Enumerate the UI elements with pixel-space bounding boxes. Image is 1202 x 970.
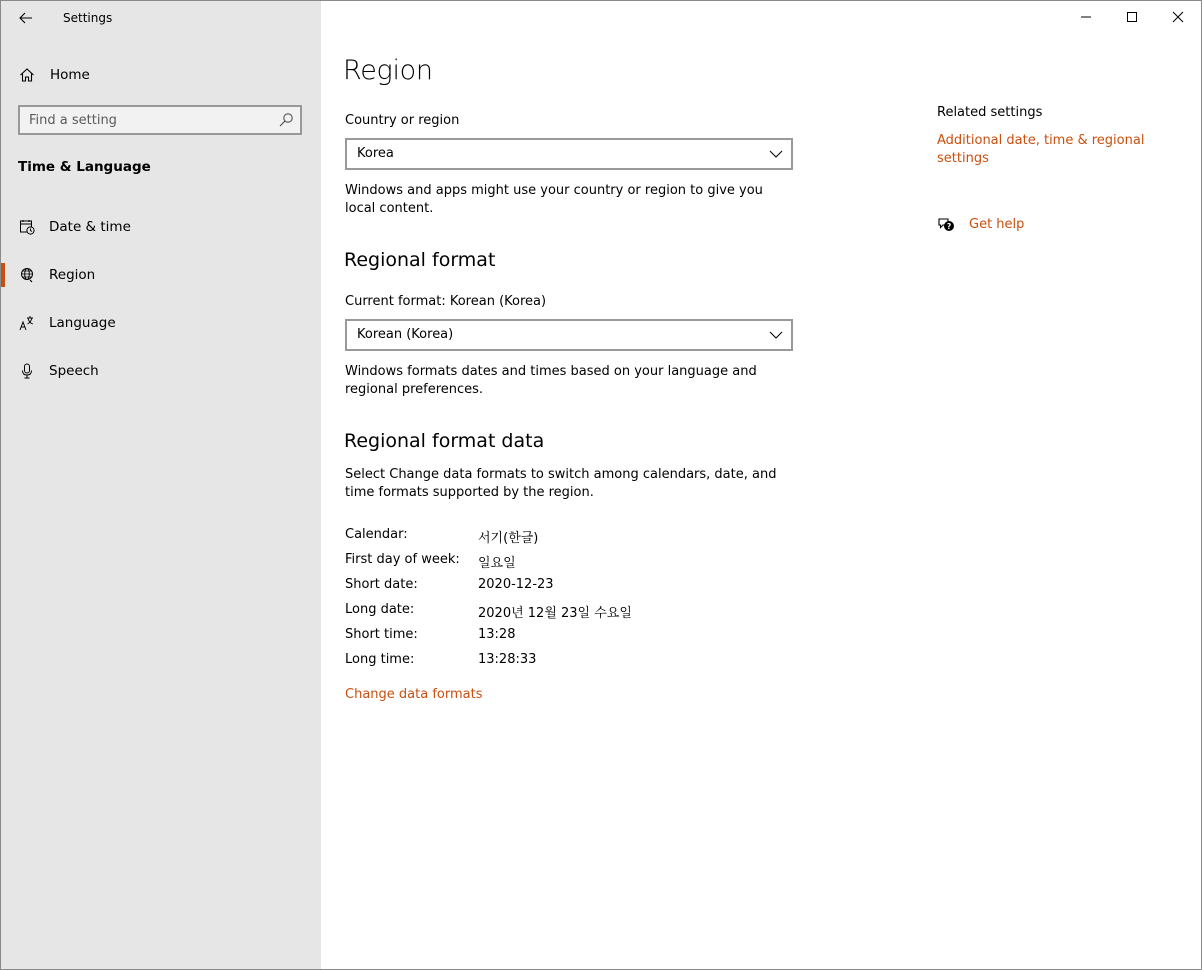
search-icon[interactable]: [278, 112, 294, 128]
microphone-icon: [18, 362, 36, 380]
country-label: Country or region: [345, 113, 460, 128]
app-title: Settings: [63, 11, 113, 25]
minimize-icon: [1080, 11, 1092, 23]
sidebar-item-date-time[interactable]: [1, 207, 321, 247]
format-key: Long date:: [345, 602, 415, 617]
format-value: 13:28: [478, 627, 516, 642]
format-data-description: Select Change data formats to switch among calendars, date, and time formats supported by the region.: [345, 467, 777, 500]
country-description: Windows and apps might use your country or region to give you local content.: [345, 183, 763, 216]
regional-format-description: Windows formats dates and times based on your language and regional preferences.: [345, 364, 757, 397]
related-settings-title: Related settings: [937, 105, 1043, 120]
search-box[interactable]: [18, 105, 302, 135]
close-icon: [1172, 11, 1184, 23]
change-data-formats-link[interactable]: Change data formats: [345, 687, 483, 702]
sidebar-item-label: Date & time: [49, 219, 131, 235]
back-arrow-icon: [19, 12, 33, 24]
sidebar-item-region[interactable]: [1, 255, 321, 295]
section-heading: Time & Language: [18, 159, 151, 175]
sidebar-item-label: Home: [50, 67, 90, 83]
chevron-down-icon: [769, 148, 783, 160]
maximize-icon: [1126, 11, 1138, 23]
sidebar-item-label: Speech: [49, 363, 99, 379]
format-data-heading: Regional format data: [344, 430, 545, 452]
format-key: Long time:: [345, 652, 415, 667]
home-icon: [18, 66, 36, 84]
sidebar-item-home[interactable]: [1, 59, 321, 91]
current-format-label: Current format: Korean (Korea): [345, 294, 547, 309]
search-input[interactable]: [29, 111, 269, 129]
country-value: Korea: [357, 146, 394, 161]
sidebar-item-label: Language: [49, 315, 116, 331]
format-value: 13:28:33: [478, 652, 537, 667]
sidebar-item-language[interactable]: [1, 303, 321, 343]
format-value: 일요일: [478, 556, 516, 571]
sidebar: [1, 1, 321, 969]
minimize-button[interactable]: [1063, 1, 1109, 33]
format-value: 2020년 12월 23일 수요일: [478, 606, 632, 621]
format-value: 2020-12-23: [478, 577, 554, 592]
format-key: Calendar:: [345, 527, 408, 542]
help-chat-icon: [937, 216, 955, 234]
format-key: Short time:: [345, 627, 418, 642]
sidebar-item-label: Region: [49, 267, 96, 283]
svg-text:?: ?: [946, 222, 952, 231]
page-title: Region: [343, 55, 433, 86]
format-key: Short date:: [345, 577, 418, 592]
additional-settings-link[interactable]: Additional date, time & regional settings: [937, 133, 1145, 166]
regional-format-dropdown[interactable]: [345, 319, 793, 351]
chevron-down-icon: [769, 329, 783, 341]
country-dropdown[interactable]: [345, 138, 793, 170]
back-button[interactable]: [13, 7, 39, 29]
main-content: [321, 1, 1201, 969]
get-help-label: Get help: [969, 217, 1025, 232]
language-icon: [18, 314, 36, 332]
calendar-clock-icon: [18, 218, 36, 236]
sidebar-item-speech[interactable]: [1, 351, 321, 391]
window-controls: [1063, 1, 1201, 33]
close-button[interactable]: [1155, 1, 1201, 33]
maximize-button[interactable]: [1109, 1, 1155, 33]
selection-indicator: [1, 263, 5, 287]
regional-format-value: Korean (Korea): [357, 327, 454, 342]
format-key: First day of week:: [345, 552, 460, 567]
globe-icon: [18, 266, 36, 284]
format-value: 서기(한글): [478, 531, 539, 546]
regional-format-heading: Regional format: [344, 249, 496, 271]
